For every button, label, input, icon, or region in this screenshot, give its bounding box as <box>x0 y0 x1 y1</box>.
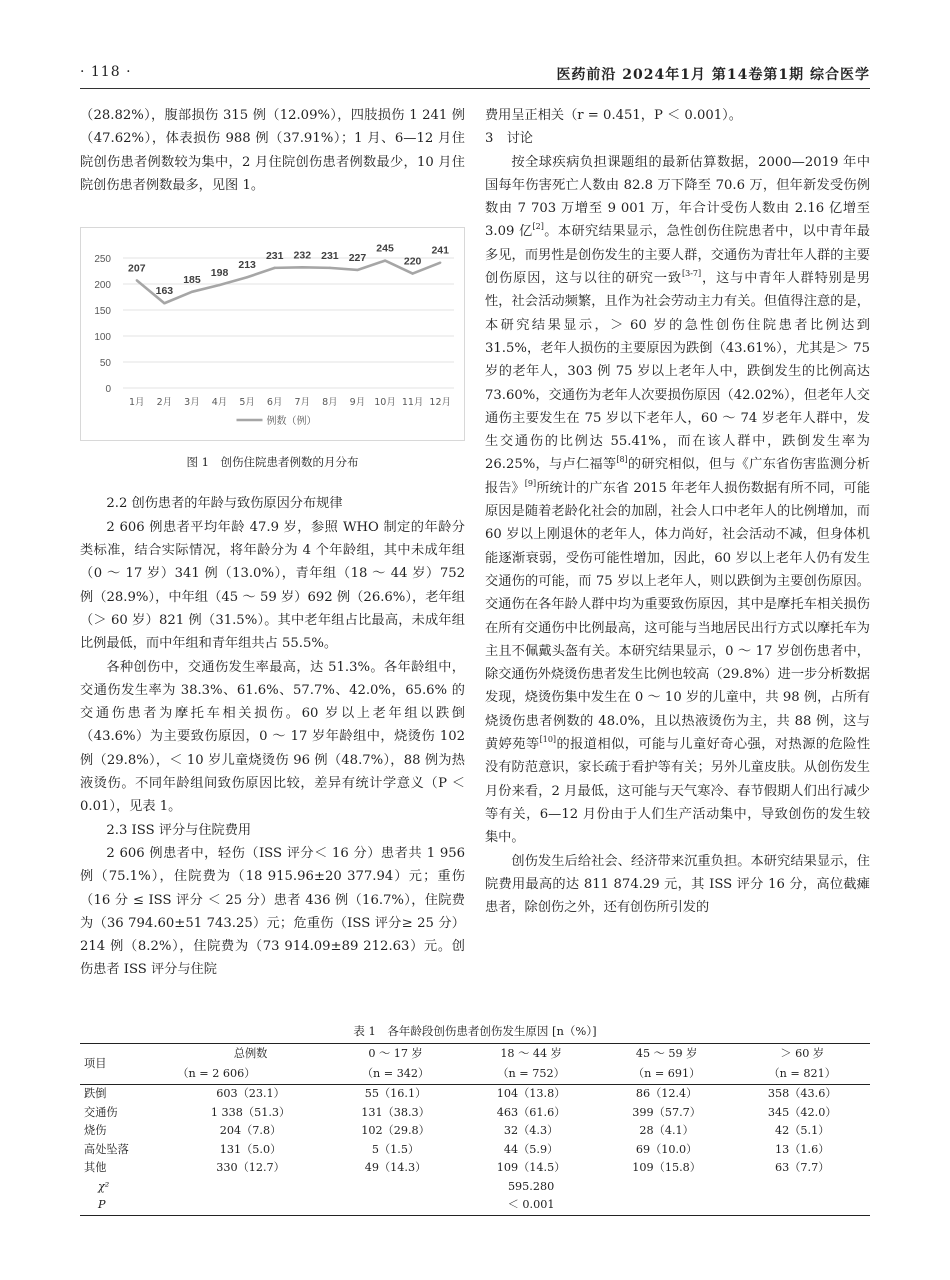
section-heading: 2.3 ISS 评分与住院费用 <box>106 822 252 838</box>
table-row <box>80 1104 870 1123</box>
chart-frame <box>80 227 465 441</box>
column-n: （n = 2 606） <box>173 1064 327 1085</box>
table-row <box>80 1159 870 1178</box>
data-label: 198 <box>210 267 229 280</box>
paragraph: 各种创伤中，交通伤发生率最高，达 51.3%。各年龄组中，交通伤发生率为 38.3%、61.6%、57.7%、42.0%，65.6% 的交通伤患者为摩托车相关损伤。60 岁以上老年组以跌倒（43.6%）为主要致伤原因，0 ～ 17 岁年龄组中，烧烫伤 102 例（29.8%），＜ 10 岁儿童烧烫伤 96 例（48.7%），88 例为热液烫伤。不同年龄组间致伤原因比较，差异有统计学意义（P ＜ 0.01），见表 1。 <box>80 659 465 815</box>
data-point <box>246 276 248 278</box>
data-label: 163 <box>155 285 174 298</box>
column-header: ＞ 60 岁 <box>780 1047 825 1060</box>
citation: [9] <box>524 478 537 488</box>
data-point <box>136 279 138 281</box>
table-row <box>80 1085 870 1104</box>
table-cell: 131（5.0） <box>219 1142 282 1156</box>
paragraph: （28.82%），腹部损伤 315 例（12.09%），四肢损伤 1 241 例（47.62%），体表损伤 988 例（37.91%）；1 月、6—12 月住院创伤患者例数较为集中，2 月住院创伤患者例数最少，10 月住院创伤患者例数最多，见图 1。 <box>80 108 465 193</box>
stat-label: P <box>98 1198 106 1211</box>
x-tick-label: 10月 <box>374 397 396 409</box>
column-n: （n = 691） <box>599 1064 735 1085</box>
table-cell: 86（12.4） <box>635 1087 698 1100</box>
table-cell: 55（16.1） <box>364 1087 427 1100</box>
y-tick-label: 100 <box>94 332 111 344</box>
y-tick-label: 150 <box>94 306 111 318</box>
table-cell: 42（5.1） <box>774 1124 830 1137</box>
column-header: 18 ～ 44 岁 <box>500 1047 562 1060</box>
table-cell: 13（1.6） <box>774 1142 830 1156</box>
x-tick-label: 12月 <box>429 397 452 409</box>
row-item: 高处坠落 <box>84 1142 129 1156</box>
data-point <box>329 267 331 269</box>
row-item: 跌倒 <box>84 1087 107 1100</box>
legend-label: 例数（例） <box>266 416 317 428</box>
column-n: （n = 821） <box>734 1064 870 1085</box>
data-point <box>384 260 386 262</box>
section-heading: 2.2 创伤患者的年龄与致伤原因分布规律 <box>106 496 343 512</box>
data-label: 207 <box>128 262 146 275</box>
paragraph: 费用呈正相关（r = 0.451，P ＜ 0.001）。 <box>485 108 742 123</box>
stat-label: χ² <box>98 1179 110 1193</box>
citation: [8] <box>616 455 628 465</box>
table-cell: 49（14.3） <box>364 1161 427 1174</box>
journal-info: 医药前沿 2024年1月 第14卷第1期 综合医学 <box>556 67 870 83</box>
figure-caption: 图 1 创伤住院患者例数的月分布 <box>186 455 359 470</box>
row-item: 其他 <box>84 1161 107 1174</box>
data-label: 231 <box>321 250 339 263</box>
row-item: 烧伤 <box>84 1124 107 1137</box>
y-tick-label: 250 <box>94 254 111 266</box>
citation: [10] <box>539 735 557 745</box>
data-point <box>301 266 303 268</box>
data-label: 213 <box>238 259 256 272</box>
section-heading: 3 讨论 <box>485 131 533 147</box>
x-tick-label: 7月 <box>294 397 311 409</box>
x-tick-label: 5月 <box>239 397 255 409</box>
table-cell: 1 338（51.3） <box>210 1105 291 1119</box>
table-cell: 32（4.3） <box>503 1124 559 1137</box>
data-point <box>163 302 165 304</box>
table-cell: 28（4.1） <box>639 1124 694 1137</box>
table-cell: 345（42.0） <box>767 1105 837 1119</box>
data-point <box>439 262 441 264</box>
data-point <box>274 267 276 269</box>
data-label: 227 <box>348 252 367 265</box>
x-tick-label: 8月 <box>322 397 338 409</box>
p-value-row <box>80 1196 870 1215</box>
data-point <box>218 284 220 286</box>
x-tick-label: 3月 <box>184 397 200 409</box>
table-cell: 358（43.6） <box>767 1087 837 1100</box>
data-label: 245 <box>376 242 394 255</box>
paragraph: 2 606 例患者中，轻伤（ISS 评分＜ 16 分）患者共 1 956 例（75.1%），住院费为（18 915.96±20 377.94）元；重伤（16 分 ≤ ISS 评分 ＜ 25 分）患者 436 例（16.7%），住院费为（36 794.60±51 743.25）元；危重伤（ISS 评分≥ 25 分）214 例（8.2%），住院费为（73 914.09±89 212.63）元。创伤患者 ISS 评分与住院 <box>80 845 465 978</box>
page-number: · 118 · <box>80 64 132 80</box>
data-point <box>191 291 193 293</box>
table-cell: 399（57.7） <box>632 1105 701 1119</box>
x-tick-label: 4月 <box>211 397 228 409</box>
citation: [2] <box>532 222 544 232</box>
x-tick-label: 2月 <box>156 397 173 409</box>
table-cell: 5（1.5） <box>371 1142 420 1156</box>
stat-value: 595.280 <box>507 1179 555 1193</box>
chi-square-row <box>80 1178 870 1197</box>
data-label: 241 <box>431 244 449 257</box>
column-n: （n = 342） <box>328 1064 464 1085</box>
column-n: （n = 752） <box>463 1064 599 1085</box>
table-1 <box>80 1023 870 1216</box>
table-cell: 109（14.5） <box>496 1161 566 1174</box>
table-row <box>80 1141 870 1160</box>
citation: [3-7] <box>682 269 702 279</box>
right-column <box>485 104 870 919</box>
running-header <box>80 62 870 89</box>
x-tick-label: 6月 <box>266 397 283 409</box>
data-point <box>411 273 413 275</box>
data-label: 220 <box>403 255 422 268</box>
table-cell: 463（61.6） <box>496 1105 566 1119</box>
table-cell: 330（12.7） <box>216 1161 285 1174</box>
table-cell: 104（13.8） <box>496 1087 566 1100</box>
table-cell: 44（5.9） <box>503 1142 559 1156</box>
table-cell: 131（38.3） <box>361 1105 430 1119</box>
row-item: 交通伤 <box>84 1105 118 1119</box>
table-cell: 102（29.8） <box>361 1124 430 1137</box>
y-tick-label: 0 <box>105 384 111 396</box>
cause-table <box>80 1043 870 1216</box>
column-header: 总例数 <box>233 1047 268 1060</box>
table-cell: 69（10.0） <box>635 1142 698 1156</box>
x-tick-label: 1月 <box>129 397 145 409</box>
paragraph: 创伤发生后给社会、经济带来沉重负担。本研究结果显示，住院费用最高的达 811 874.29 元，其 ISS 评分 16 分，高位截瘫患者，除创伤之外，还有创伤所引发的 <box>485 853 870 916</box>
x-tick-label: 9月 <box>349 397 366 409</box>
y-tick-label: 200 <box>94 280 111 292</box>
paragraph: 2 606 例患者平均年龄 47.9 岁，参照 WHO 制定的年龄分类标准，结合实际情况，将年龄分为 4 个年龄组，其中未成年组（0 ～ 17 岁）341 例（13.0%），青年组（18 ～ 44 岁）752 例（28.9%），中年组（45 ～ 59 岁）692 例（26.6%），老年组（＞ 60 岁）821 例（31.5%）。其中老年组占比最高，未成年组比例最低，而中年组和青年组共占 55.5%。 <box>80 519 465 652</box>
table-caption: 表 1 各年龄段创伤患者创伤发生原因 [n（%）] <box>353 1024 597 1038</box>
table-cell: 63（7.7） <box>774 1161 830 1174</box>
table-cell: 603（23.1） <box>216 1087 285 1100</box>
table-cell: 204（7.8） <box>219 1124 282 1137</box>
data-label: 231 <box>265 250 284 263</box>
data-label: 185 <box>183 273 201 286</box>
y-tick-label: 50 <box>99 358 111 370</box>
stat-value: ＜ 0.001 <box>507 1198 555 1211</box>
paragraph: 按全球疾病负担课题组的最新估算数据，2000—2019 年中国每年伤害死亡人数由 82.8 万下降至 70.6 万，但年新发受伤例数由 7 703 万增至 9 001 万，年合计受伤人数由 2.16 亿增至 3.09 亿[2]。本研究结果显示，急性创伤住院患者中，以中青年最多见，而男性是创伤发生的主要人群，交通伤为青壮年人群的主要创伤原因，这与以往的研究一致[3-7]，这与中青年人群特别是男性，社会活动频繁，且作为社会劳动主力有关。但值得注意的是，本研究结果显示，＞ 60 岁的急性创伤住院患者比例达到 31.5%，老年人损伤的主要原因为跌倒（43.61%），尤其是＞ 75 岁的老年人，303 例 75 岁以上老年人中，跌倒发生的比例高达 73.60%，交通伤为老年人次要损伤原因（42.02%），但老年人交通伤主要发生在 75 岁以下老年人，60 ～ 74 岁老年人群中，发生交通伤的比例达 55.41%，而在该人群中，跌倒发生率为 26.25%，与卢仁福等[8]的研究相似，但与《广东省伤害监测分析报告》[9]所统计的广东省 2015 年老年人损伤数据有所不同，可能原因是随着老龄化社会的加剧，社会人口中老年人的比例增加，而 60 岁以上刚退休的老年人，体力尚好，社会活动不减，但身体机能逐渐衰弱，受伤可能性增加，因此，60 岁以上老年人仍有发生交通伤的可能，而 75 岁以上老年人，则以跌倒为主要创伤原因。交通伤在各年龄人群中均为重要致伤原因，其中是摩托车相关损伤在所有交通伤中比例最高，这可能与当地居民出行方式以摩托车为主且不佩戴头盔有关。本研究结果显示，0 ～ 17 岁创伤患者中，除交通伤外烧烫伤患者发生比例也较高（29.8%）进一步分析数据发现，烧烫伤集中发生在 0 ～ 10 岁的儿童中，共 98 例，占所有烧烫伤患者例数的 48.0%，且以热液烫伤为主，共 88 例，这与黄婷苑等[10]的报道相似，可能与儿童好奇心强，对热源的危险性没有防范意识，家长疏于看护等有关；另外儿童皮肤。从创伤发生月份来看，2 月最低，这可能与天气寒冷、春节假期人们出行减少等有关，6—12 月份由于人们生产活动集中，导致创伤的发生较集中。 <box>485 154 871 846</box>
table-cell: 109（15.8） <box>632 1161 701 1174</box>
monthly-line-chart <box>81 228 464 440</box>
x-tick-label: 11月 <box>401 397 424 409</box>
table-row <box>80 1122 870 1141</box>
column-header: 0 ～ 17 岁 <box>368 1047 423 1060</box>
item-header: 项目 <box>80 1044 173 1085</box>
left-column <box>80 104 465 982</box>
figure-1 <box>80 227 465 474</box>
data-label: 232 <box>293 249 312 262</box>
column-header: 45 ～ 59 岁 <box>635 1047 698 1060</box>
data-point <box>356 269 358 271</box>
